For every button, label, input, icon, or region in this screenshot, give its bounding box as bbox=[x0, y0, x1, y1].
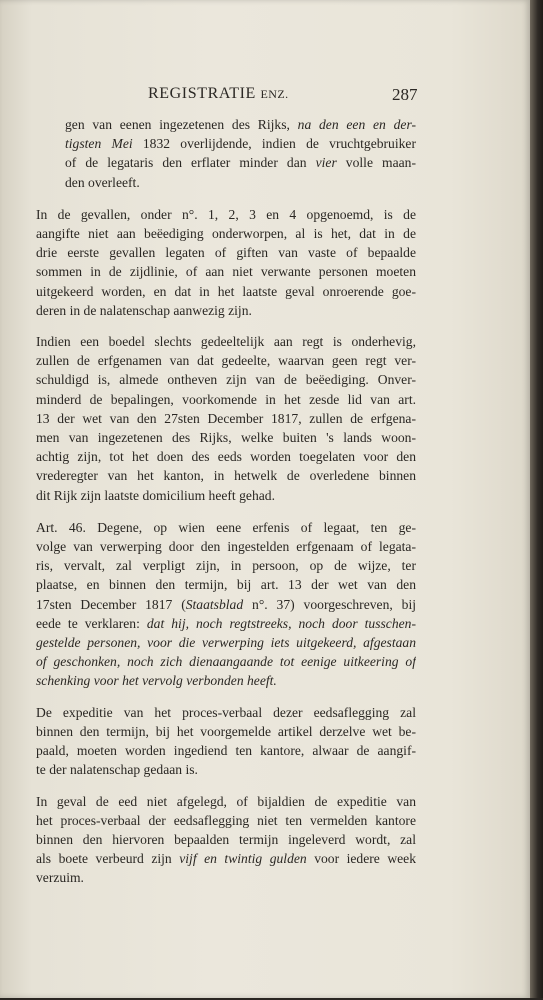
text-line bbox=[36, 243, 416, 262]
text-line bbox=[36, 486, 416, 505]
italic-run: dat hij, noch regtstreeks, noch door tusschen- bbox=[146, 615, 416, 631]
paragraph-gap bbox=[36, 505, 416, 518]
running-title-small: ENZ. bbox=[260, 87, 289, 101]
text-run: men van ingezetenen des Rijks, welke buiten 's lands woon- bbox=[36, 430, 416, 446]
text-line bbox=[36, 671, 416, 690]
paragraph-gevallen bbox=[36, 205, 416, 320]
paragraph-gap bbox=[36, 691, 416, 703]
text-run: minderd de bepalingen, voorkomende in het zesde lid van art. bbox=[36, 391, 416, 407]
italic-run: vijf en twintig gulden bbox=[179, 851, 307, 867]
text-run: volle maan- bbox=[336, 155, 416, 171]
text-run: uitgekeerd worden, en dat in het laatste geval onroerende goe- bbox=[36, 283, 416, 299]
text-run: als boete verbeurd zijn bbox=[36, 851, 180, 867]
text-line bbox=[36, 224, 416, 243]
text-run: drie eerste gevallen legaten of giften van vaste of bepaalde bbox=[36, 245, 416, 261]
body-text bbox=[36, 115, 416, 888]
italic-run: of geschonken, noch zich dienaangaande tot eenige uitkeering of bbox=[36, 654, 416, 670]
italic-run: vier bbox=[315, 155, 337, 171]
text-line bbox=[36, 792, 416, 811]
text-run: voor iedere week bbox=[306, 851, 416, 867]
text-line bbox=[65, 134, 416, 153]
text-line bbox=[36, 811, 416, 830]
running-title bbox=[148, 85, 288, 103]
text-line bbox=[36, 447, 416, 466]
text-line bbox=[36, 409, 416, 428]
text-run: 1832 overlijdende, indien de vruchtgebruiker bbox=[132, 136, 416, 152]
text-run: 17sten December 1817 ( bbox=[36, 596, 186, 612]
text-run: vrederegter van het kanton, in hetwelk de overledene binnen bbox=[36, 468, 416, 484]
text-run: Indien een boedel slechts gedeeltelijk aan regt is onderhevig, bbox=[36, 334, 416, 350]
text-run: paald, moeten worden ingediend ten kantore, alwaar de aangif- bbox=[36, 743, 416, 759]
text-line bbox=[36, 390, 416, 409]
text-line bbox=[36, 282, 416, 301]
text-line bbox=[36, 370, 416, 389]
text-line bbox=[36, 652, 416, 671]
text-line bbox=[36, 741, 416, 760]
text-line bbox=[36, 722, 416, 741]
italic-run: na den een en der- bbox=[297, 117, 416, 132]
text-run: n°. 37) voorgeschreven, bij bbox=[243, 596, 416, 612]
text-line bbox=[36, 633, 416, 652]
text-run: eede te verklaren: bbox=[36, 615, 147, 631]
text-run: sommen in de zijdlinie, of aan niet verwante personen moeten bbox=[36, 264, 416, 280]
text-line bbox=[65, 173, 416, 192]
paragraph-gap bbox=[36, 780, 416, 792]
text-line bbox=[36, 614, 416, 633]
paragraph-geval-eed bbox=[36, 792, 416, 888]
text-line bbox=[36, 301, 416, 320]
text-run: dit Rijk zijn laatste domicilium heeft gehad. bbox=[36, 487, 275, 503]
text-line bbox=[36, 332, 416, 351]
text-run: den overleeft. bbox=[65, 174, 140, 190]
paragraph-boedel bbox=[36, 332, 416, 505]
text-run: volge van verwerping door den ingestelden erfgenaam of legata- bbox=[36, 539, 416, 555]
text-run: In de gevallen, onder n°. 1, 2, 3 en 4 opgenoemd, is de bbox=[36, 206, 416, 222]
italic-run: schenking voor het vervolg verbonden heeft. bbox=[36, 673, 277, 689]
text-run: In geval de eed niet afgelegd, of bijaldien de expeditie van bbox=[36, 793, 416, 809]
italic-run: gestelde personen, voor die verwerping iets uitgekeerd, afgestaan bbox=[36, 635, 416, 651]
running-title-main: REGISTRATIE bbox=[148, 85, 256, 102]
text-run: De expeditie van het proces-verbaal dezer eedsaflegging zal bbox=[36, 704, 416, 720]
text-run: deren in de nalatenschap aanwezig zijn. bbox=[36, 302, 252, 318]
text-line bbox=[36, 428, 416, 447]
text-line bbox=[36, 556, 416, 575]
text-line bbox=[65, 115, 416, 134]
paragraph-art-46 bbox=[36, 518, 416, 691]
text-line bbox=[36, 868, 416, 887]
text-line bbox=[36, 518, 416, 537]
italic-run: tigsten Mei bbox=[65, 136, 133, 152]
text-run: Art. 46. Degene, op wien eene erfenis of legaat, ten ge- bbox=[36, 519, 416, 535]
text-line bbox=[36, 760, 416, 779]
text-run: zullen de erfgenamen van dat gedeelte, waarvan geen regt ver- bbox=[36, 353, 416, 369]
text-run: 13 der wet van den 27sten December 1817, zullen de erfgena- bbox=[36, 410, 416, 426]
text-run: binnen den hiervoren bepaalden termijn ingeleverd wordt, zal bbox=[36, 831, 416, 847]
text-run: gen van eenen ingezetenen des Rijks, bbox=[65, 117, 298, 132]
text-line bbox=[36, 830, 416, 849]
text-run: plaatse, en binnen den termijn, bij art. 13 der wet van den bbox=[36, 577, 416, 593]
paragraph-gap bbox=[36, 320, 416, 332]
text-line bbox=[36, 205, 416, 224]
text-run: binnen den termijn, bij het voorgemelde artikel derzelve wet be- bbox=[36, 723, 416, 739]
text-line bbox=[36, 849, 416, 868]
text-run: verzuim. bbox=[36, 870, 84, 886]
paragraph-expeditie bbox=[36, 703, 416, 780]
text-run: of de legataris den erflater minder dan bbox=[65, 155, 316, 171]
text-line bbox=[36, 703, 416, 722]
text-line bbox=[36, 595, 416, 614]
paragraph-continuation bbox=[36, 115, 416, 192]
page-number: 287 bbox=[392, 85, 418, 104]
text-run: achtig zijn, tot het doen des eeds worden toegelaten voor den bbox=[36, 449, 416, 465]
text-run: ris, vervalt, zal verpligt zijn, in persoon, op de wijze, ter bbox=[36, 558, 416, 574]
text-run: te der nalatenschap gedaan is. bbox=[36, 762, 198, 778]
text-line bbox=[65, 153, 416, 172]
text-run: het proces-verbaal der eedsaflegging niet ten vermelden kantore bbox=[36, 812, 416, 828]
italic-run: Staatsblad bbox=[185, 596, 244, 612]
text-line bbox=[36, 262, 416, 281]
paragraph-gap bbox=[36, 192, 416, 205]
text-run: aangifte niet aan beëediging onderworpen, al is het, dat in de bbox=[36, 226, 416, 242]
book-spine bbox=[530, 0, 543, 1000]
text-line bbox=[36, 466, 416, 485]
text-run: schuldigd is, almede ontheven zijn van de beëediging. Onver- bbox=[36, 372, 416, 388]
text-line bbox=[36, 537, 416, 556]
page-header bbox=[0, 85, 530, 107]
text-line bbox=[36, 351, 416, 370]
text-line bbox=[36, 575, 416, 594]
